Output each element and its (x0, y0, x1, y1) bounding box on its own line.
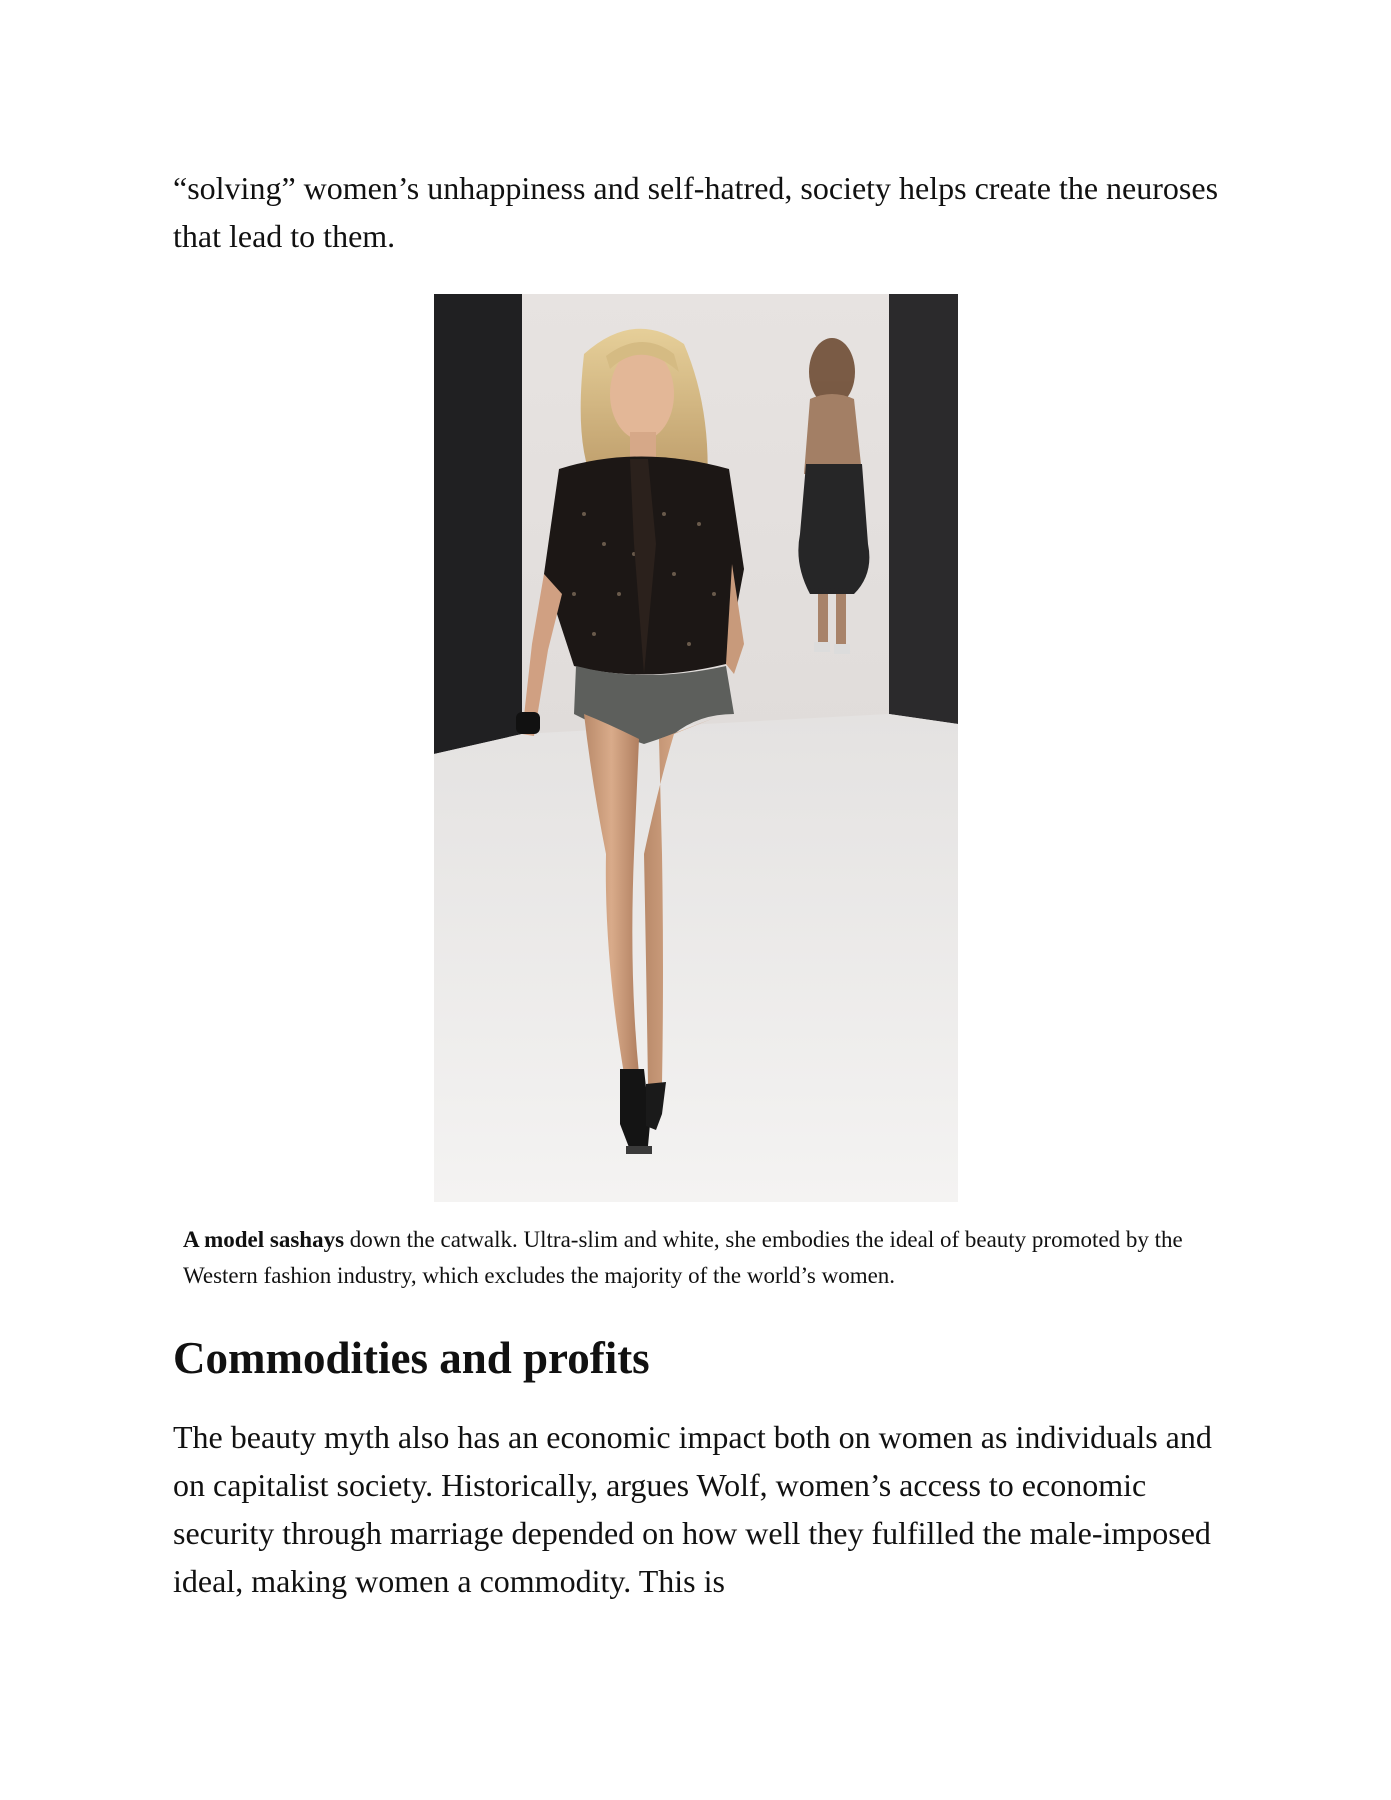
section-heading: Commodities and profits (173, 1333, 650, 1383)
intro-paragraph: “solving” women’s unhappiness and self-hatred, society helps create the neuroses that lead to them. (173, 170, 1219, 254)
caption-lead: A model sashays (183, 1227, 345, 1252)
runway-illustration (434, 294, 958, 1202)
caption-text: down the catwalk. Ultra-slim and white, she embodies the ideal of beauty promoted by the Western fashion industry, which excludes the majority of the world’s women. (183, 1227, 1183, 1288)
section-paragraph: The beauty myth also has an economic impact both on women as individuals and on capitalist society. Historically, argues Wolf, women’s access to economic security through marriage depended on how well they fulfilled the male-imposed ideal, making women a commodity. This is (173, 1419, 1212, 1599)
figure-caption (183, 1222, 1243, 1294)
runway-photo (434, 294, 958, 1202)
